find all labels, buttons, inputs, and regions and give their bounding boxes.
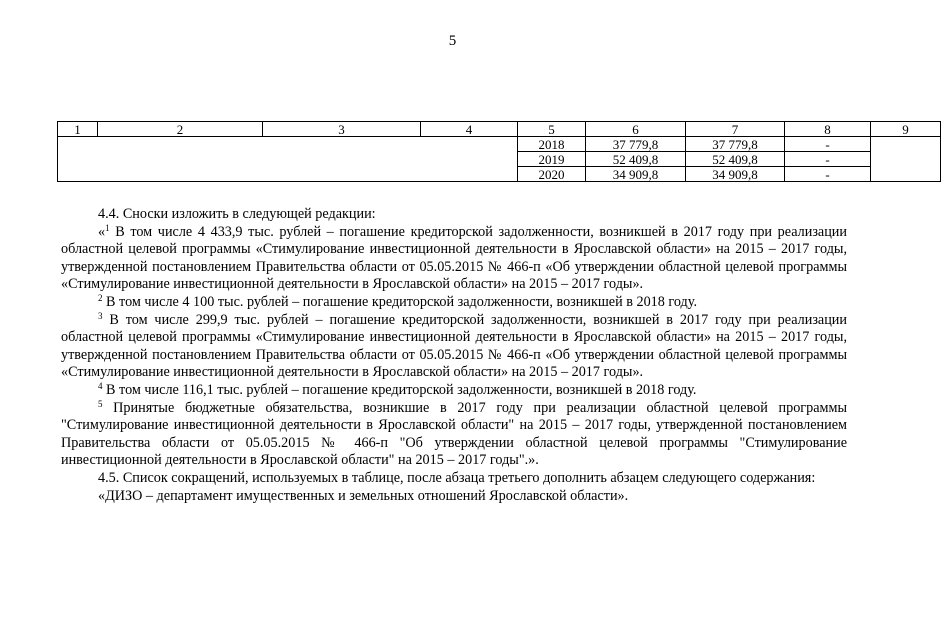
value-cell: 37 779,8 [586,137,686,152]
table-header-row [58,122,941,137]
paragraph-4-5: 4.5. Список сокращений, используемых в таблице, после абзаца третьего дополнить абзацем следующего содержания: [98,469,816,486]
merged-empty-cell [58,137,518,182]
value-cell: 52 409,8 [586,152,686,167]
year-cell: 2020 [518,167,586,182]
paragraph-4-4: 4.4. Сноски изложить в следующей редакции: [98,206,376,222]
table-header-cell: 2 [98,122,263,137]
footnote-marker: 3 [98,310,103,321]
value-cell: - [785,167,871,182]
table-row [58,137,941,152]
footnote-3: $^3$ В том числе 299,9 тыс. рублей – погашение кредиторской задолженности, возникшей в 2017 году при реализации областной целевой программы «Стимулирование инвестиционной деятельности в Ярославской области» на 2015 – 2017 годы, утвержденной постановлением Правительства области от 05.05.2015 № 466-п «Об утверждении областной целевой программы «Стимулирование инвестиционной деятельности в Ярославской области» на 2015 – 2017 годы». [61,310,847,381]
footnote-4: $^4$ В том числе 116,1 тыс. рублей – погашение кредиторской задолженности, возникшей в 2018 году. [98,380,697,398]
year-cell: 2019 [518,152,586,167]
value-cell: 34 909,8 [686,167,785,182]
merged-empty-cell [871,137,941,182]
table-header-cell: 6 [586,122,686,137]
value-cell: - [785,152,871,167]
budget-table [57,121,941,182]
footnote-2: $^2$ В том числе 4 100 тыс. рублей – погашение кредиторской задолженности, возникшей в 2018 году. [98,292,697,310]
table-header-cell: 9 [871,122,941,137]
abbreviation-entry: «ДИЗО – департамент имущественных и земельных отношений Ярославской области». [98,487,629,504]
value-cell: 52 409,8 [686,152,785,167]
footnote-5: $^5$ Принятые бюджетные обязательства, возникшие в 2017 году при реализации областной целевой программы "Стимулирование инвестиционной деятельности в Ярославской области" на 2015 – 2017 годы, утвержденной постановлением Правительства области от 05.05.2015 № 466-п "Об утверждении областной целевой программы "Стимулирование инвестиционной деятельности в Ярославской области" на 2015 – 2017 годы".». [61,398,847,469]
footnote-marker: 2 [98,292,103,303]
table-header-cell: 4 [421,122,518,137]
table-header-cell: 3 [263,122,421,137]
footnote-marker: 4 [98,380,103,391]
footnote-marker: 5 [98,398,103,409]
amendment-text [61,206,847,505]
page-number: 5 [448,33,457,49]
footnote-1: «$^1$ В том числе 4 433,9 тыс. рублей – погашение кредиторской задолженности, возникшей в 2017 году при реализации областной целевой программы «Стимулирование инвестиционной деятельности в Ярославской области» на 2015 – 2017 годы, утвержденной постановлением Правительства области от 05.05.2015 № 466-п «Об утверждении областной целевой программы «Стимулирование инвестиционной деятельности в Ярославской области» на 2015 – 2017 годы». [61,222,847,293]
table-header-cell: 1 [58,122,98,137]
year-cell: 2018 [518,137,586,152]
footnote-marker: 1 [105,222,110,233]
value-cell: 37 779,8 [686,137,785,152]
value-cell: - [785,137,871,152]
value-cell: 34 909,8 [586,167,686,182]
table-header-cell: 8 [785,122,871,137]
table-header-cell: 7 [686,122,785,137]
table-header-cell: 5 [518,122,586,137]
